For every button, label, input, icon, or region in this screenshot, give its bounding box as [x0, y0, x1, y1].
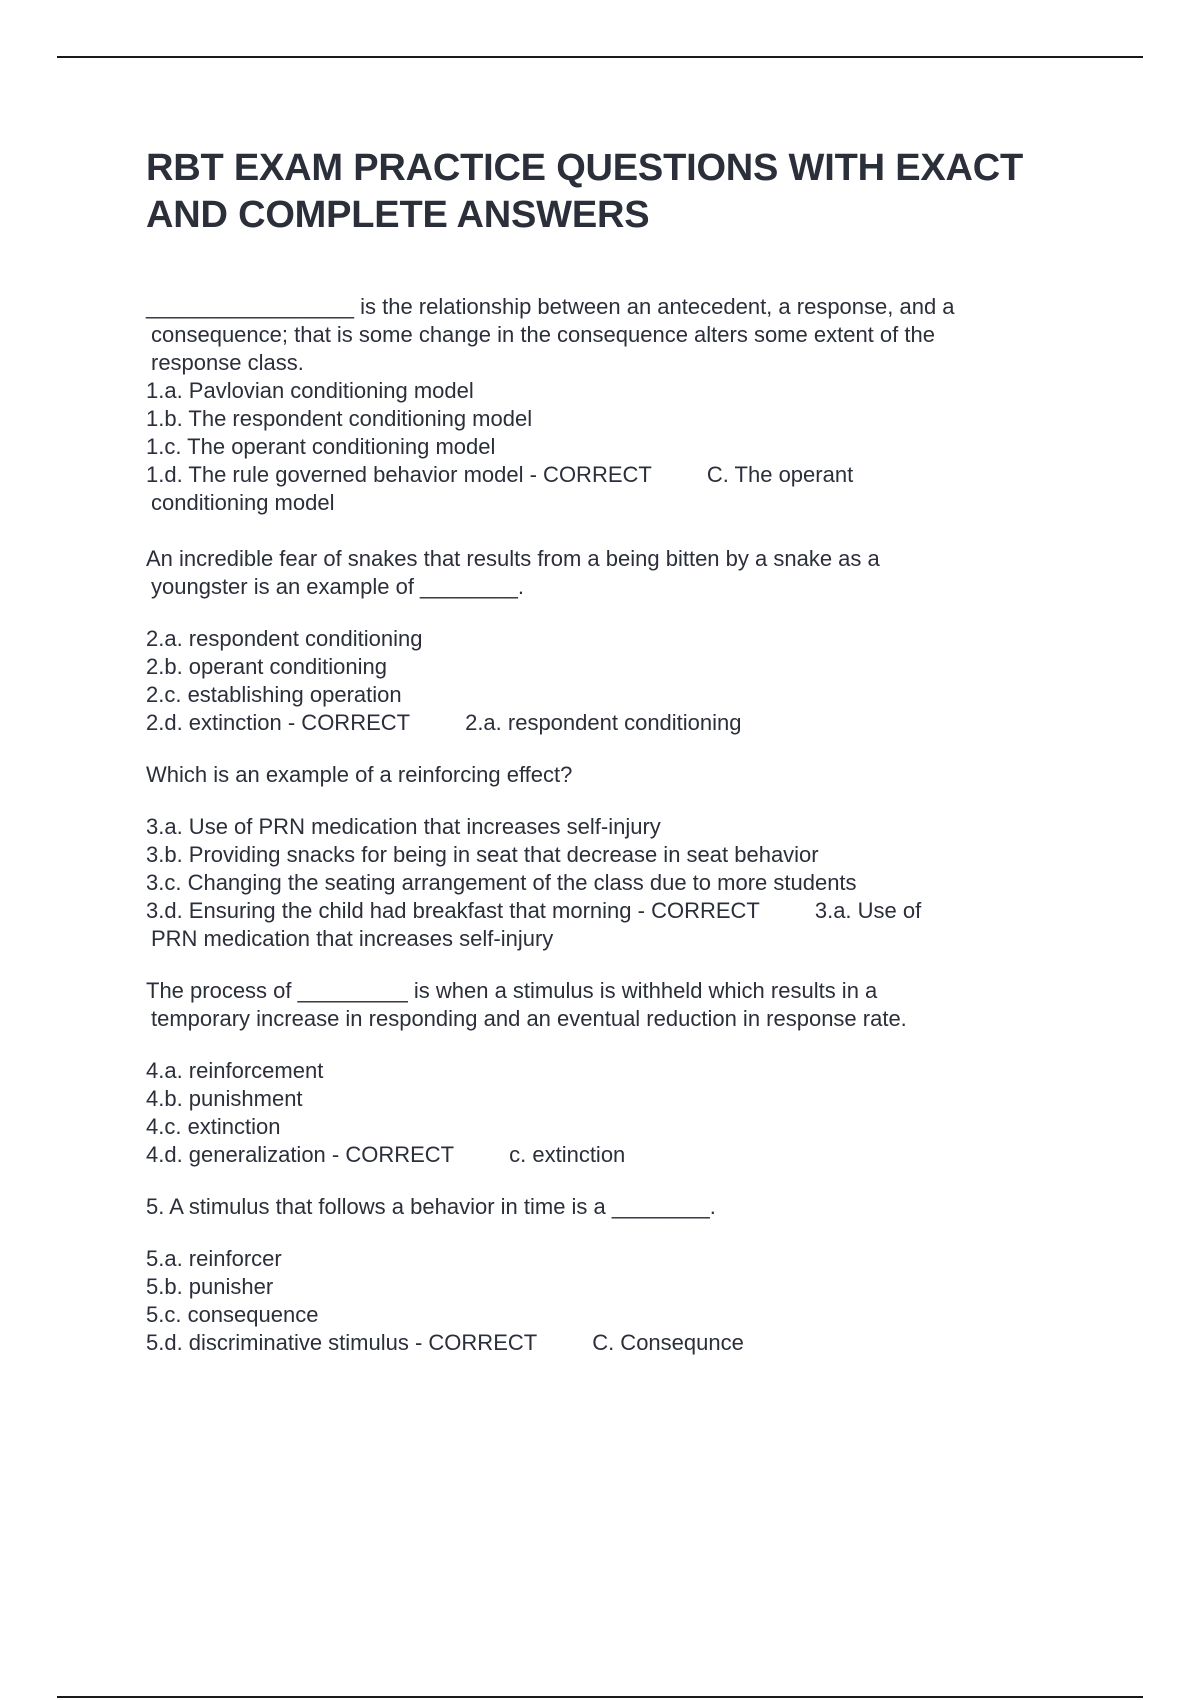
- question-3-option-d: 3.d. Ensuring the child had breakfast that morning - CORRECT: [146, 898, 760, 923]
- question-2-option-b: 2.b. operant conditioning: [146, 654, 387, 679]
- question-1-stem-cont: response class.: [151, 350, 304, 375]
- question-1-answer-cont: conditioning model: [151, 490, 335, 515]
- question-1-stem-cont: consequence; that is some change in the consequence alters some extent of the: [151, 322, 935, 347]
- question-2-option-c: 2.c. establishing operation: [146, 682, 402, 707]
- question-2-option-d-line: [146, 709, 1076, 737]
- question-3-option-a: 3.a. Use of PRN medication that increases self-injury: [146, 814, 661, 839]
- question-1: [146, 293, 1076, 517]
- question-4-option-d: 4.d. generalization - CORRECT: [146, 1142, 455, 1167]
- question-2-answer: 2.a. respondent conditioning: [465, 710, 742, 735]
- question-5-option-a: 5.a. reinforcer: [146, 1246, 282, 1271]
- question-2-option-a: 2.a. respondent conditioning: [146, 626, 423, 651]
- question-3-option-d-line: [146, 897, 1076, 925]
- question-2-stem: An incredible fear of snakes that results from a being bitten by a snake as a: [146, 546, 880, 571]
- question-2-option-d: 2.d. extinction - CORRECT: [146, 710, 411, 735]
- questions-body: [146, 293, 1076, 1357]
- document-title: RBT EXAM PRACTICE QUESTIONS WITH EXACT AND COMPLETE ANSWERS: [146, 147, 1023, 236]
- question-1-answer: C. The operant: [706, 462, 854, 487]
- question-4-stem: The process of _________ is when a stimulus is withheld which results in a: [146, 978, 878, 1003]
- question-4: [146, 977, 1076, 1169]
- question-4-option-b: 4.b. punishment: [146, 1086, 303, 1111]
- question-4-option-d-line: [146, 1141, 1076, 1169]
- question-4-answer: c. extinction: [509, 1142, 626, 1167]
- question-4-option-c: 4.c. extinction: [146, 1114, 281, 1139]
- question-3-answer: 3.a. Use of: [814, 898, 922, 923]
- question-5: [146, 1193, 1076, 1357]
- question-1-option-b: 1.b. The respondent conditioning model: [146, 406, 533, 431]
- question-5-answer: C. Consequnce: [592, 1330, 744, 1355]
- question-3-stem: Which is an example of a reinforcing effect?: [146, 762, 573, 787]
- question-4-stem-cont: temporary increase in responding and an eventual reduction in response rate.: [151, 1006, 907, 1031]
- question-1-option-d: 1.d. The rule governed behavior model - CORRECT: [146, 462, 652, 487]
- question-2-stem-cont: youngster is an example of ________.: [151, 574, 525, 599]
- question-3: [146, 761, 1076, 953]
- question-1-option-d-line: [146, 461, 1076, 489]
- question-1-option-c: 1.c. The operant conditioning model: [146, 434, 496, 459]
- header-rule: [57, 56, 1143, 58]
- question-5-option-d: 5.d. discriminative stimulus - CORRECT: [146, 1330, 538, 1355]
- question-3-option-c: 3.c. Changing the seating arrangement of the class due to more students: [146, 870, 857, 895]
- question-5-stem: 5. A stimulus that follows a behavior in time is a ________.: [146, 1194, 716, 1219]
- question-3-answer-cont: PRN medication that increases self-injury: [151, 926, 554, 951]
- question-1-stem: _________________ is the relationship between an antecedent, a response, and a: [146, 294, 955, 319]
- question-5-option-b: 5.b. punisher: [146, 1274, 274, 1299]
- question-1-option-a: 1.a. Pavlovian conditioning model: [146, 378, 474, 403]
- question-5-option-c: 5.c. consequence: [146, 1302, 319, 1327]
- question-5-option-d-line: [146, 1329, 1076, 1357]
- footer-rule: [57, 1696, 1143, 1698]
- question-3-option-b: 3.b. Providing snacks for being in seat that decrease in seat behavior: [146, 842, 819, 867]
- question-4-option-a: 4.a. reinforcement: [146, 1058, 324, 1083]
- question-2: [146, 545, 1076, 737]
